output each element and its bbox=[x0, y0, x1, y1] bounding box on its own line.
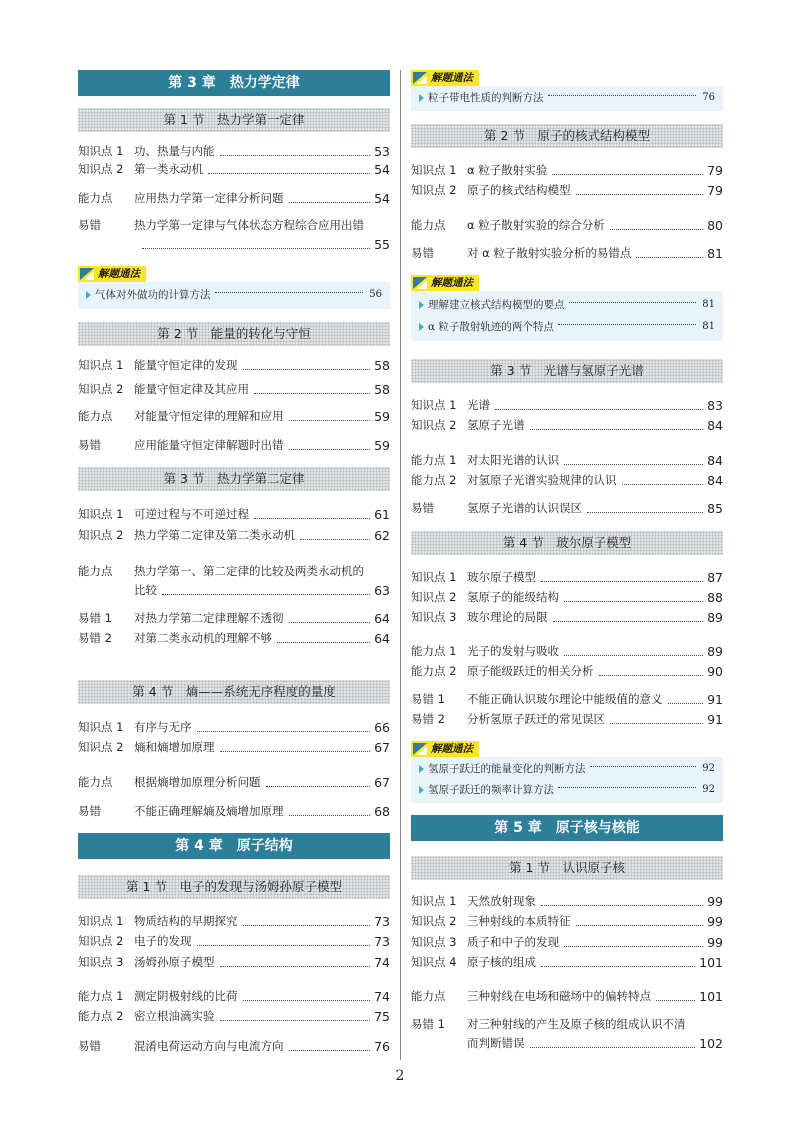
entry-title: 能量守恒定律及其应用 bbox=[134, 382, 249, 396]
leader-dots bbox=[530, 1034, 696, 1048]
tip-label: 解题通法 bbox=[78, 266, 146, 282]
entry-page: 87 bbox=[707, 570, 723, 585]
entry-kind: 易错 1 bbox=[411, 1017, 445, 1031]
leader-dots bbox=[289, 407, 371, 421]
entry-kind: 知识点 2 bbox=[78, 528, 124, 542]
entry-title: 热力学第一、第二定律的比较及两类永动机的 bbox=[134, 564, 364, 578]
entry-page: 81 bbox=[707, 246, 723, 261]
leader-dots bbox=[197, 718, 371, 732]
leader-dots bbox=[587, 499, 703, 513]
tip-page: 92 bbox=[702, 763, 715, 774]
leader-dots bbox=[220, 142, 371, 156]
chapter-5-header: 第 5 章 原子核与核能 bbox=[411, 815, 723, 841]
entry-kind: 能力点 bbox=[411, 218, 446, 232]
entry-title: 对氢原子光谱实验规律的认识 bbox=[467, 473, 617, 487]
entry-page: 75 bbox=[374, 1009, 390, 1024]
entry-title: 原子的核式结构模型 bbox=[467, 183, 571, 197]
entry-kind: 知识点 2 bbox=[411, 418, 457, 432]
tip-label: 解题通法 bbox=[411, 70, 479, 86]
section-3-1-header: 第 1 节 热力学第一定律 bbox=[78, 108, 390, 132]
entry-kind: 易错 bbox=[78, 1039, 101, 1053]
tip-box bbox=[411, 291, 723, 341]
left-column bbox=[78, 0, 390, 1125]
entry-page: 66 bbox=[374, 720, 390, 735]
entry-title: α 粒子散射实验 bbox=[467, 163, 548, 177]
entry-title: 不能正确理解熵及熵增加原理 bbox=[134, 804, 284, 818]
entry-title: 物质结构的早期探究 bbox=[134, 914, 238, 928]
leader-dots bbox=[289, 802, 371, 816]
chapter-3-header: 第 3 章 热力学定律 bbox=[78, 70, 390, 96]
toc-entry[interactable] bbox=[411, 1015, 723, 1053]
entry-kind: 知识点 2 bbox=[78, 740, 124, 754]
entry-title: 对第二类永动机的理解不够 bbox=[134, 631, 272, 645]
leader-dots bbox=[277, 629, 370, 643]
leader-dots bbox=[289, 436, 371, 450]
entry-kind: 能力点 2 bbox=[78, 1009, 124, 1023]
entry-title: 可逆过程与不可逆过程 bbox=[134, 507, 249, 521]
entry-kind: 知识点 1 bbox=[78, 914, 124, 928]
leader-dots bbox=[243, 356, 371, 370]
leader-dots bbox=[541, 568, 703, 582]
entry-kind: 知识点 3 bbox=[78, 955, 124, 969]
entry-kind: 能力点 bbox=[411, 989, 446, 1003]
entry-kind: 易错 bbox=[78, 218, 101, 232]
entry-title: 三种射线在电场和磁场中的偏转特点 bbox=[467, 989, 651, 1003]
entry-title: 测定阴极射线的比荷 bbox=[134, 989, 238, 1003]
entry-title: 对三种射线的产生及原子核的组成认识不清 bbox=[467, 1017, 686, 1031]
tip-entry[interactable] bbox=[86, 286, 382, 304]
leader-dots bbox=[553, 608, 704, 622]
entry-title: 分析氢原子跃迁的常见误区 bbox=[467, 712, 605, 726]
entry-kind: 能力点 1 bbox=[411, 644, 457, 658]
entry-page: 54 bbox=[374, 162, 390, 177]
leader-dots bbox=[289, 1037, 371, 1051]
entry-title: α 粒子散射实验的综合分析 bbox=[467, 218, 605, 232]
entry-title: 质子和中子的发现 bbox=[467, 935, 559, 949]
entry-page: 89 bbox=[707, 644, 723, 659]
section-3-2-header: 第 2 节 能量的转化与守恒 bbox=[78, 322, 390, 346]
section-4-4-header: 第 4 节 玻尔原子模型 bbox=[411, 531, 723, 555]
entry-kind: 能力点 bbox=[78, 564, 113, 578]
leader-dots bbox=[576, 912, 704, 926]
leader-dots bbox=[162, 581, 370, 595]
entry-page: 85 bbox=[707, 501, 723, 516]
leader-dots bbox=[208, 160, 370, 174]
triangle-bullet-icon bbox=[419, 765, 424, 773]
entry-page: 99 bbox=[707, 914, 723, 929]
entry-page: 89 bbox=[707, 610, 723, 625]
triangle-bullet-icon bbox=[419, 786, 424, 794]
entry-kind: 易错 bbox=[411, 246, 434, 260]
entry-title: 应用能量守恒定律解题时出错 bbox=[134, 438, 284, 452]
entry-title: 能量守恒定律的发现 bbox=[134, 358, 238, 372]
entry-kind: 知识点 1 bbox=[78, 720, 124, 734]
tip-label: 解题通法 bbox=[411, 741, 479, 757]
entry-page: 68 bbox=[374, 804, 390, 819]
entry-page: 102 bbox=[699, 1036, 723, 1051]
entry-kind: 知识点 4 bbox=[411, 955, 457, 969]
triangle-bullet-icon bbox=[86, 291, 91, 299]
tip-box bbox=[411, 86, 723, 111]
entry-title: 对太阳光谱的认识 bbox=[467, 453, 559, 467]
leader-dots bbox=[300, 526, 370, 540]
entry-page: 76 bbox=[374, 1039, 390, 1054]
entry-kind: 知识点 1 bbox=[411, 570, 457, 584]
entry-kind: 易错 1 bbox=[411, 692, 445, 706]
entry-kind: 知识点 2 bbox=[78, 934, 124, 948]
entry-page: 80 bbox=[707, 218, 723, 233]
tip-box bbox=[78, 282, 390, 309]
tip-entry[interactable] bbox=[419, 89, 715, 107]
entry-page: 73 bbox=[374, 934, 390, 949]
entry-page: 74 bbox=[374, 989, 390, 1004]
entry-title: 热力学第一定律与气体状态方程综合应用出错 bbox=[134, 218, 364, 232]
entry-kind: 知识点 1 bbox=[78, 144, 124, 158]
tip-title: α 粒子散射轨迹的两个特点 bbox=[428, 321, 554, 333]
tip-box bbox=[411, 757, 723, 803]
entry-kind: 易错 bbox=[78, 804, 101, 818]
toc-entry[interactable] bbox=[78, 216, 390, 254]
entry-kind: 能力点 bbox=[78, 409, 113, 423]
entry-page: 84 bbox=[707, 453, 723, 468]
entry-page: 88 bbox=[707, 590, 723, 605]
triangle-bullet-icon bbox=[419, 94, 424, 102]
entry-page: 63 bbox=[374, 583, 390, 598]
toc-entry[interactable] bbox=[78, 562, 390, 600]
leader-dots bbox=[142, 235, 370, 249]
chapter-4-header: 第 4 章 原子结构 bbox=[78, 833, 390, 859]
entry-page: 91 bbox=[707, 712, 723, 727]
entry-title: 天然放射现象 bbox=[467, 894, 536, 908]
triangle-bullet-icon bbox=[419, 323, 424, 331]
entry-page: 90 bbox=[707, 664, 723, 679]
leader-dots bbox=[564, 642, 703, 656]
entry-title-continued: 而判断错误 bbox=[467, 1036, 525, 1050]
entry-title: 混淆电荷运动方向与电流方向 bbox=[134, 1039, 284, 1053]
entry-kind: 易错 bbox=[411, 501, 434, 515]
leader-dots bbox=[530, 416, 704, 430]
entry-kind: 知识点 2 bbox=[411, 914, 457, 928]
leader-dots bbox=[558, 324, 696, 325]
entry-kind: 能力点 1 bbox=[78, 989, 124, 1003]
leader-dots bbox=[220, 953, 371, 967]
column-divider bbox=[400, 70, 401, 1060]
entry-kind: 能力点 bbox=[78, 775, 113, 789]
entry-kind: 易错 bbox=[78, 438, 101, 452]
section-5-1-header: 第 1 节 认识原子核 bbox=[411, 856, 723, 880]
section-3-3-header: 第 3 节 热力学第二定律 bbox=[78, 467, 390, 491]
tip-title: 氢原子跃迁的频率计算方法 bbox=[428, 784, 554, 796]
leader-dots bbox=[215, 292, 364, 293]
tip-flag-icon bbox=[80, 268, 94, 280]
entry-title: 光谱 bbox=[467, 398, 490, 412]
entry-page: 59 bbox=[374, 409, 390, 424]
entry-page: 59 bbox=[374, 438, 390, 453]
entry-kind: 知识点 2 bbox=[411, 183, 457, 197]
entry-title: 有序与无序 bbox=[134, 720, 192, 734]
leader-dots bbox=[552, 161, 703, 175]
entry-title: 氢原子的能级结构 bbox=[467, 590, 559, 604]
leader-dots bbox=[254, 380, 370, 394]
right-column bbox=[411, 0, 723, 1125]
leader-dots bbox=[541, 892, 703, 906]
tip-page: 81 bbox=[702, 299, 715, 310]
entry-page: 79 bbox=[707, 163, 723, 178]
entry-page: 91 bbox=[707, 692, 723, 707]
entry-title: 电子的发现 bbox=[134, 934, 192, 948]
entry-kind: 能力点 2 bbox=[411, 664, 457, 678]
leader-dots bbox=[656, 987, 695, 1001]
leader-dots bbox=[599, 662, 704, 676]
entry-kind: 知识点 2 bbox=[78, 162, 124, 176]
entry-page: 84 bbox=[707, 418, 723, 433]
entry-page: 64 bbox=[374, 631, 390, 646]
tip-page: 92 bbox=[702, 784, 715, 795]
entry-page: 83 bbox=[707, 398, 723, 413]
leader-dots bbox=[541, 953, 695, 967]
entry-kind: 知识点 3 bbox=[411, 610, 457, 624]
leader-dots bbox=[243, 987, 371, 1001]
leader-dots bbox=[610, 216, 703, 230]
entry-page: 101 bbox=[699, 989, 723, 1004]
leader-dots bbox=[610, 710, 703, 724]
tip-flag-icon bbox=[413, 277, 427, 289]
entry-page: 55 bbox=[374, 237, 390, 252]
entry-kind: 知识点 1 bbox=[78, 358, 124, 372]
entry-page: 99 bbox=[707, 935, 723, 950]
entry-kind: 知识点 1 bbox=[411, 398, 457, 412]
entry-kind: 知识点 1 bbox=[411, 163, 457, 177]
entry-kind: 能力点 1 bbox=[411, 453, 457, 467]
section-4-1-header: 第 1 节 电子的发现与汤姆孙原子模型 bbox=[78, 875, 390, 899]
entry-kind: 知识点 3 bbox=[411, 935, 457, 949]
entry-page: 62 bbox=[374, 528, 390, 543]
leader-dots bbox=[289, 189, 371, 203]
leader-dots bbox=[564, 588, 703, 602]
entry-kind: 知识点 2 bbox=[78, 382, 124, 396]
entry-title: 第一类永动机 bbox=[134, 162, 203, 176]
leader-dots bbox=[266, 773, 371, 787]
entry-title: 汤姆孙原子模型 bbox=[134, 955, 215, 969]
tip-title: 气体对外做功的计算方法 bbox=[95, 289, 211, 301]
entry-title: 原子能级跃迁的相关分析 bbox=[467, 664, 594, 678]
leader-dots bbox=[220, 738, 371, 752]
entry-title: 热力学第二定律及第二类永动机 bbox=[134, 528, 295, 542]
leader-dots bbox=[569, 302, 697, 303]
entry-title: 玻尔理论的局限 bbox=[467, 610, 548, 624]
entry-title-continued: 比较 bbox=[134, 583, 157, 597]
entry-page: 54 bbox=[374, 191, 390, 206]
entry-kind: 知识点 1 bbox=[78, 507, 124, 521]
entry-title: 对 α 粒子散射实验分析的易错点 bbox=[467, 246, 632, 260]
entry-kind: 知识点 1 bbox=[411, 894, 457, 908]
entry-page: 74 bbox=[374, 955, 390, 970]
entry-page: 67 bbox=[374, 740, 390, 755]
leader-dots bbox=[668, 690, 704, 704]
tip-entry[interactable] bbox=[419, 760, 715, 778]
triangle-bullet-icon bbox=[419, 301, 424, 309]
leader-dots bbox=[622, 471, 704, 485]
tip-entry[interactable] bbox=[419, 781, 715, 799]
entry-page: 58 bbox=[374, 382, 390, 397]
leader-dots bbox=[289, 609, 371, 623]
leader-dots bbox=[636, 244, 703, 258]
entry-title: 三种射线的本质特征 bbox=[467, 914, 571, 928]
tip-entry[interactable] bbox=[419, 296, 715, 314]
page-number: 2 bbox=[395, 1068, 405, 1084]
entry-page: 53 bbox=[374, 144, 390, 159]
entry-page: 67 bbox=[374, 775, 390, 790]
leader-dots bbox=[558, 787, 696, 788]
entry-page: 64 bbox=[374, 611, 390, 626]
section-4-3-header: 第 3 节 光谱与氢原子光谱 bbox=[411, 359, 723, 383]
entry-title: 原子核的组成 bbox=[467, 955, 536, 969]
entry-kind: 能力点 bbox=[78, 191, 113, 205]
leader-dots bbox=[564, 933, 703, 947]
entry-title: 玻尔原子模型 bbox=[467, 570, 536, 584]
entry-title: 根据熵增加原理分析问题 bbox=[134, 775, 261, 789]
tip-page: 56 bbox=[369, 289, 382, 300]
leader-dots bbox=[197, 932, 371, 946]
entry-kind: 能力点 2 bbox=[411, 473, 457, 487]
entry-page: 101 bbox=[699, 955, 723, 970]
leader-dots bbox=[548, 95, 697, 96]
tip-flag-icon bbox=[413, 743, 427, 755]
entry-kind: 易错 2 bbox=[78, 631, 112, 645]
entry-title: 不能正确认识玻尔理论中能级值的意义 bbox=[467, 692, 663, 706]
leader-dots bbox=[254, 505, 370, 519]
entry-kind: 易错 2 bbox=[411, 712, 445, 726]
leader-dots bbox=[576, 181, 704, 195]
entry-title: 氢原子光谱的认识误区 bbox=[467, 501, 582, 515]
entry-title: 对能量守恒定律的理解和应用 bbox=[134, 409, 284, 423]
entry-title: 对热力学第二定律理解不透彻 bbox=[134, 611, 284, 625]
leader-dots bbox=[590, 766, 697, 767]
entry-page: 58 bbox=[374, 358, 390, 373]
entry-page: 84 bbox=[707, 473, 723, 488]
tip-flag-icon bbox=[413, 72, 427, 84]
entry-kind: 知识点 2 bbox=[411, 590, 457, 604]
tip-page: 76 bbox=[702, 92, 715, 103]
tip-label: 解题通法 bbox=[411, 275, 479, 291]
section-4-2-header: 第 2 节 原子的核式结构模型 bbox=[411, 124, 723, 148]
leader-dots bbox=[243, 912, 371, 926]
section-3-4-header: 第 4 节 熵——系统无序程度的量度 bbox=[78, 680, 390, 704]
tip-entry[interactable] bbox=[419, 318, 715, 336]
entry-title: 氢原子光谱 bbox=[467, 418, 525, 432]
entry-title: 应用热力学第一定律分析问题 bbox=[134, 191, 284, 205]
entry-title: 功、热量与内能 bbox=[134, 144, 215, 158]
entry-page: 99 bbox=[707, 894, 723, 909]
tip-title: 氢原子跃迁的能量变化的判断方法 bbox=[428, 763, 586, 775]
entry-page: 79 bbox=[707, 183, 723, 198]
entry-kind: 易错 1 bbox=[78, 611, 112, 625]
tip-title: 理解建立核式结构模型的要点 bbox=[428, 299, 565, 311]
entry-title: 熵和熵增加原理 bbox=[134, 740, 215, 754]
tip-title: 粒子带电性质的判断方法 bbox=[428, 92, 544, 104]
entry-title: 光子的发射与吸收 bbox=[467, 644, 559, 658]
tip-page: 81 bbox=[702, 321, 715, 332]
leader-dots bbox=[495, 396, 703, 410]
entry-title: 密立根油滴实验 bbox=[134, 1009, 215, 1023]
entry-page: 61 bbox=[374, 507, 390, 522]
leader-dots bbox=[564, 451, 703, 465]
entry-page: 73 bbox=[374, 914, 390, 929]
leader-dots bbox=[220, 1007, 371, 1021]
